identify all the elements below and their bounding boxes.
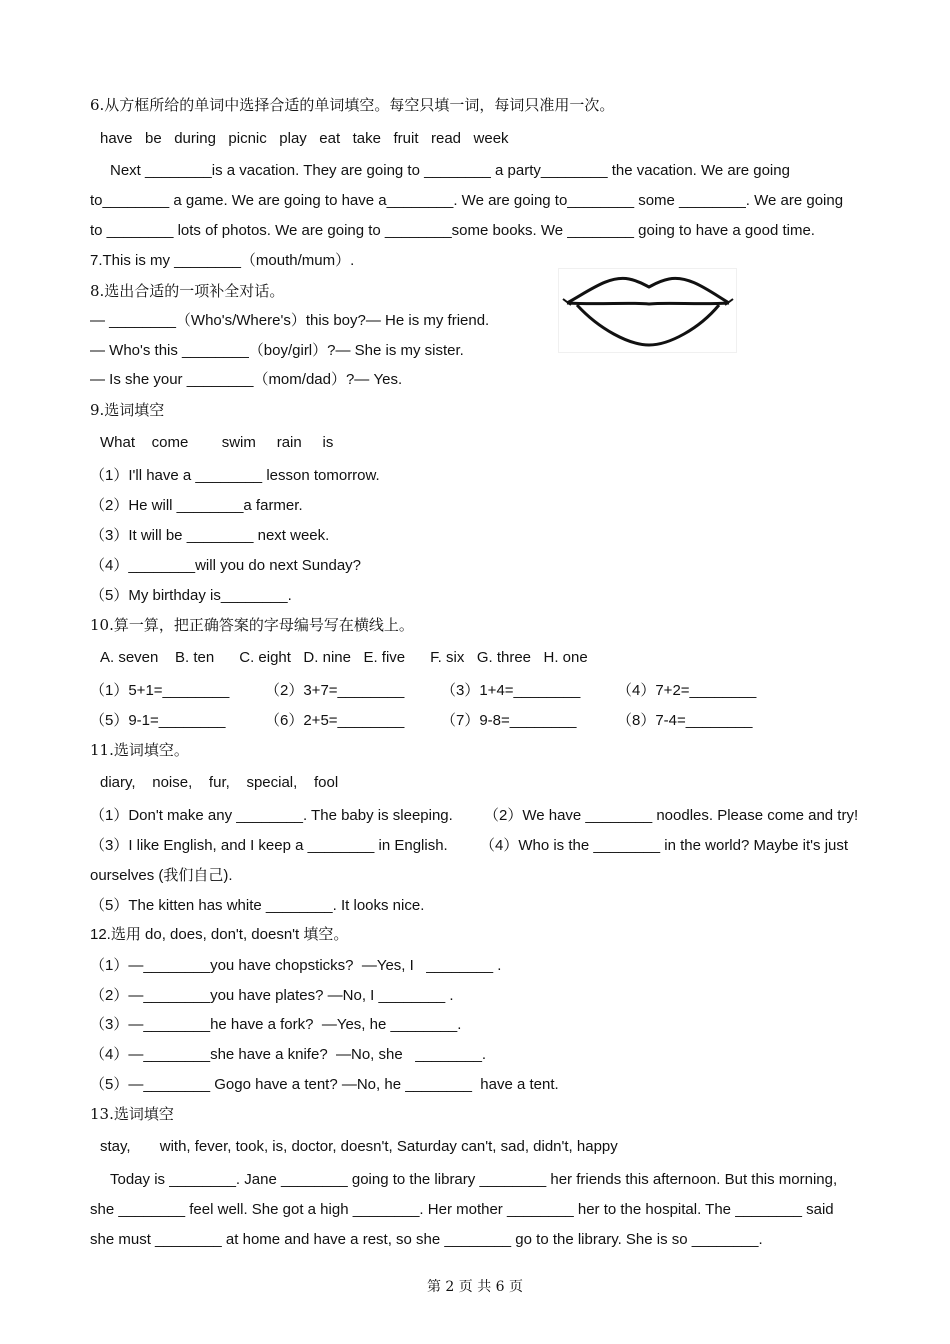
q9-item-5: （5）My birthday is________. <box>90 587 292 604</box>
q6-passage-line-2: to________ a game. We are going to have a________. We are going to________ some ________. We are going <box>90 192 844 209</box>
q12-item-1: （1）—________you have chopsticks? —Yes, I ________ . <box>90 957 502 974</box>
q11-item-1: （1）Don't make any ________. The baby is sleeping. <box>90 807 453 824</box>
q13-passage-line-2: she ________ feel well. She got a high ________. Her mother ________ her to the hospital. The ________ said <box>90 1201 834 1218</box>
q12-item-4: （4）—________she have a knife? —No, she ________. <box>90 1046 487 1063</box>
q13-passage-line-3: she must ________ at home and have a rest, so she ________ go to the library. She is so ________. <box>90 1231 763 1248</box>
q10-item-3: （3）1+4=________ <box>441 682 581 699</box>
q9-title: 9.选词填空 <box>90 401 165 419</box>
q11-item-2: （2）We have ________ noodles. Please come and try! <box>484 807 859 824</box>
q9-item-4: （4）________will you do next Sunday? <box>90 557 362 574</box>
q12-item-2: （2）—________you have plates? —No, I ________ . <box>90 987 454 1004</box>
q9-word-bank: What come swim rain is <box>100 434 334 451</box>
q11-word-bank: diary, noise, fur, special, fool <box>100 774 339 791</box>
q10-title: 10.算一算，把正确答案的字母编号写在横线上。 <box>90 616 414 634</box>
q6-passage-line-1: Next ________is a vacation. They are going to ________ a party________ the vacation. We are going <box>110 162 790 179</box>
q12-item-3: （3）—________he have a fork? —Yes, he ________. <box>90 1016 462 1033</box>
q11-item-4: （4）Who is the ________ in the world? Maybe it's just <box>480 837 849 854</box>
q8-line-2: — Who's this ________（boy/girl）?— She is my sister. <box>90 342 464 359</box>
q11-item-5: （5）The kitten has white ________. It looks nice. <box>90 897 425 914</box>
q8-line-1: — ________（Who's/Where's）this boy?— He is my friend. <box>90 312 490 329</box>
q6-title: 6.从方框所给的单词中选择合适的单词填空。每空只填一词，每词只准用一次。 <box>90 96 615 114</box>
q11-item-3: （3）I like English, and I keep a ________ in English. <box>90 837 448 854</box>
q7-text: 7.This is my ________（mouth/mum）. <box>90 252 355 269</box>
q10-item-7: （7）9-8=________ <box>441 712 577 729</box>
q9-item-2: （2）He will ________a farmer. <box>90 497 303 514</box>
q8-title: 8.选出合适的一项补全对话。 <box>90 282 285 300</box>
q10-item-4: （4）7+2=________ <box>617 682 757 699</box>
q10-item-6: （6）2+5=________ <box>265 712 405 729</box>
q6-word-bank: have be during picnic play eat take fruit read week <box>100 130 509 147</box>
q12-title: 12.选用 do, does, don't, doesn't 填空。 <box>90 926 349 943</box>
q13-word-bank: stay, with, fever, took, is, doctor, doesn't, Saturday can't, sad, didn't, happy <box>100 1138 618 1155</box>
q13-title: 13.选词填空 <box>90 1105 174 1123</box>
q13-passage-line-1: Today is ________. Jane ________ going to the library ________ her friends this afternoon. But this morning, <box>110 1171 838 1188</box>
q10-item-2: （2）3+7=________ <box>265 682 405 699</box>
q9-item-1: （1）I'll have a ________ lesson tomorrow. <box>90 467 380 484</box>
q10-item-5: （5）9-1=________ <box>90 712 226 729</box>
lips-icon <box>559 269 736 352</box>
q11-item-4-continued: ourselves (我们自己). <box>90 867 233 884</box>
lips-picture <box>558 268 737 353</box>
q11-title: 11.选词填空。 <box>90 741 189 759</box>
q6-passage-line-3: to ________ lots of photos. We are going to ________some books. We ________ going to have a good time. <box>90 222 815 239</box>
q9-item-3: （3）It will be ________ next week. <box>90 527 330 544</box>
q10-item-1: （1）5+1=________ <box>90 682 230 699</box>
q12-item-5: （5）—________ Gogo have a tent? —No, he ________ have a tent. <box>90 1076 559 1093</box>
q8-line-3: — Is she your ________（mom/dad）?— Yes. <box>90 371 403 388</box>
q10-item-8: （8）7-4=________ <box>617 712 753 729</box>
page-number: 第 2 页 共 6 页 <box>426 1279 524 1295</box>
q10-options: A. seven B. ten C. eight D. nine E. five F. six G. three H. one <box>100 649 588 666</box>
